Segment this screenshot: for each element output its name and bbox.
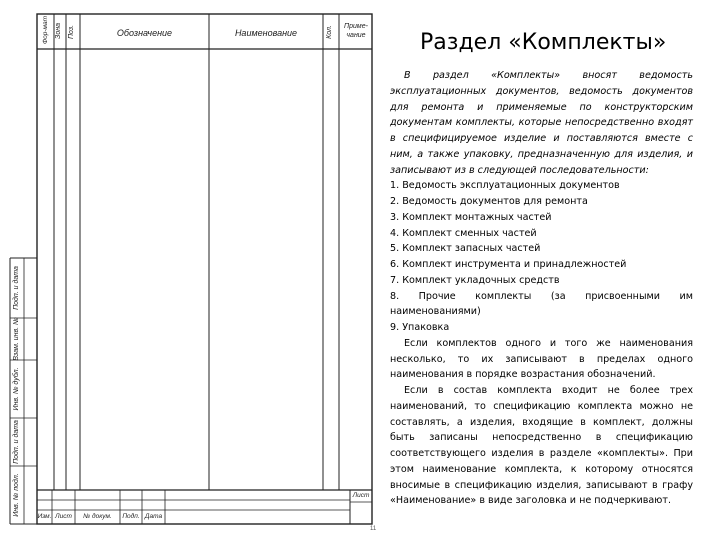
list-item: 1. Ведомость эксплуатационных документов xyxy=(390,180,620,192)
header-zone: Зона xyxy=(55,23,62,39)
list-item: 6. Комплект инструмента и принадлежностей xyxy=(390,259,627,270)
list-item: 9. Упаковка xyxy=(390,322,450,333)
list-item: 8. Прочие комплекты (за присвоенными им наименованиями) xyxy=(390,290,693,318)
side-label-sign-date-top: Подп. и дата xyxy=(13,266,20,310)
header-note: Приме-чание xyxy=(344,23,368,39)
header-name: Наименование xyxy=(234,28,298,38)
stamp-change: Изм. xyxy=(37,513,52,520)
section-title: Раздел «Комплекты» xyxy=(420,30,667,55)
paragraph-kit-contents: Если в состав комплекта входит не более трех наименований, то спецификацию комплекта можно не составлять, а изделия, входящие в комплект, должны быть записаны непосредственно в спецификацию соответствующего изделия в разделе «комплекты». При этом наименование комплекта, к которому относятся вносимые в спецификацию изделия, записывают в графу «Наименование» в виде заголовка и не подчеркивают. xyxy=(390,385,693,507)
stamp-sheet-right: Лист xyxy=(352,492,370,499)
stamp-sheet: Лист xyxy=(55,513,72,520)
section-text xyxy=(390,68,693,509)
header-designation: Обозначение xyxy=(116,28,173,38)
stamp-date: Дата xyxy=(144,513,163,520)
paragraph-same-name: Если комплектов одного и того же наименования несколько, то их записывают в пределах одного наименования в порядке возрастания обозначений. xyxy=(390,337,693,381)
page-number: 11 xyxy=(370,526,377,532)
header-quantity: Кол. xyxy=(326,25,333,39)
header-format: Фор-мат xyxy=(42,15,49,45)
list-item: 4. Комплект сменных частей xyxy=(390,227,537,239)
list-item: 7. Комплект укладочных средств xyxy=(390,274,560,286)
side-label-orig-inv: Инв. № подл. xyxy=(13,473,20,517)
side-label-sign-date-bottom: Подп. и дата xyxy=(13,420,20,464)
list-item: 2. Ведомость документов для ремонта xyxy=(390,196,588,207)
stamp-doc-number: № докум. xyxy=(83,513,112,520)
intro-paragraph: В раздел «Комплекты» вносят ведомость эксплуатационных документов, ведомость документов для ремонта и применяемые по конструкторским документам комплекты, которые непосредственно входят в специфицируемое изделие и поставляются вместе с ним, а также упаковку, предназначенную для изделия, и записывают из в следующей последовательности: xyxy=(390,70,693,176)
side-label-dup-inv: Инв. № дубл. xyxy=(13,367,20,411)
side-label-replace-inv: Взам. инв. № xyxy=(13,317,20,361)
stamp-sign: Подп. xyxy=(122,513,140,520)
list-item: 3. Комплект монтажных частей xyxy=(390,211,552,223)
list-item: 5. Комплект запасных частей xyxy=(390,243,541,255)
header-position: Поз. xyxy=(68,24,75,40)
